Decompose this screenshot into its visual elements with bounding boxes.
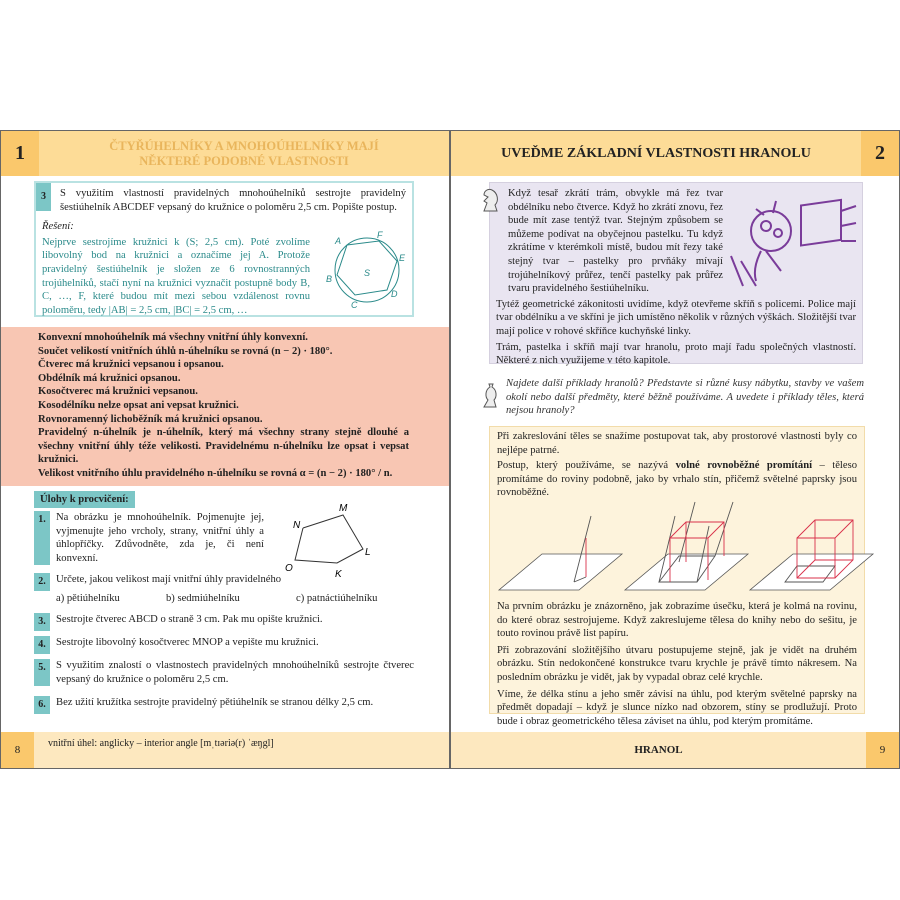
example-task: S využitím vlastností pravidelných mnohoúhelníků sestrojte pravidelný šestiúhelník ABCDEF vepsaný do kružnice o poloměru 2,5 cm. Popište postup. [60,188,406,213]
svg-text:E: E [399,253,406,263]
exercise-5: 5. S využitím znalostí o vlastnostech pravidelných mnohoúhelníků sestrojte čtverec vepsaný do kružnice o poloměru 2,5 cm. [34,659,414,686]
intro-paragraph: Když tesař zkrátí trám, obvykle má řez tvar obdélníku nebo čtverce. Když ho zkrátí znovu, řez bude mít zase tentýž tvar. Stejným způsobem se můžeme podívat na obyčejnou pastelku. Tu když zkrátíme v kterémkoli místě, budou mít řezy také stejný tvar – pastelky pro prvňáky mívají trojúhelníkový průřez, tenčí pastelky pak průřez tvaru pravidelného šestiúhelníku. [508,188,723,295]
plane-3 [750,554,873,590]
exercise-4: 4. Sestrojte libovolný kosočtverec MNOP a vepište mu kružnici. [34,636,424,654]
intro-paragraph: Trám, pastelka i skříň mají tvar hranolu, proto mají řadu společných vlastností. Některé z nich využijeme v této kapitole. [496,341,856,367]
svg-text:F: F [377,230,383,240]
box-paragraph: Víme, že délka stínu a jeho směr závisí na úhlu, pod kterým světelné paprsky na předmět dopadají – když je slunce nízko nad obzorem, stíny se prodlužují. Proto bude i obraz geometrického tělesa záviset na úhlu, pod kterým promítáme. [497,688,857,727]
cartoon-illustration [726,201,856,291]
page-number: 9 [866,732,899,768]
svg-text:A: A [335,236,342,246]
footer-note: vnitřní úhel: anglicky – interior angle [mˌtɪəriə(r) ˈæŋgl] [34,732,449,768]
rule: Kosočtverec má kružnici vepsanou. [38,386,198,398]
chapter-number: 1 [1,131,39,176]
exercises-title: Úlohy k procvičení: [34,491,135,508]
chapter-title: UVEĎME ZÁKLADNÍ VLASTNOSTI HRANOLU [451,131,861,176]
plane-1 [499,554,622,590]
exercise-2: 2. Určete, jakou velikost mají vnitřní úhly pravidelného a) pětiúhelníku b) sedmiúhelníku c) patnáctiúhelníku [34,573,424,605]
svg-text:K: K [335,569,342,580]
rules-box [1,327,449,486]
left-page [0,130,450,769]
svg-text:C: C [351,300,358,310]
exercise-6: 6. Bez užití kružítka sestrojte pravidelný pětiúhelník se stranou délky 2,5 cm. [34,696,424,714]
footer-title: HRANOL [451,732,866,768]
rule: Obdélník má kružnici opsanou. [38,372,181,384]
rule: Součet velikostí vnitřních úhlů n-úhelníku se rovná (n − 2) · 180°. [38,345,333,357]
box-paragraph: Postup, který používáme, se nazývá volné rovnoběžné promítání – těleso promítáme do roviny podobně, jako by vrhalo stín, přičemž světelné paprsky jsou rovnoběžné. [497,460,857,499]
rule: Pravidelný n-úhelník je n-úhelník, který má všechny strany stejně dlouhé a všechny vnitřní úhly téže velikosti. Pravidelnému n-úhelníku lze opsat i vepsat kružnici. [38,427,409,466]
example-number: 3 [36,183,51,211]
svg-text:N: N [293,520,301,531]
pentagon-figure [281,491,381,580]
svg-text:M: M [339,503,348,514]
exercise-3: 3. Sestrojte čtverec ABCD o straně 3 cm. Pak mu opište kružnici. [34,613,424,631]
box-paragraph: Při zakreslování těles se snažíme postupovat tak, aby prostorové vlastnosti byly co nejlépe patrné. [497,431,857,456]
svg-text:S: S [364,268,371,278]
svg-text:B: B [326,274,333,284]
plane-2 [625,554,748,590]
knight-chess-icon [479,183,501,213]
rule: Velikost vnitřního úhlu pravidelného n-úhelníku se rovná α = (n − 2) · 180° / n. [38,467,393,479]
box-paragraph: Při zobrazování složitějšího útvaru postupujeme stejně, jak je vidět na druhém obrázku. Stín nedokončené konstrukce tvaru krychle je právě tímto nákresem. Na posledním obrázku je vidět, jak by vypadal obraz celé krychle. [497,644,857,683]
svg-text:L: L [365,547,371,558]
solution-text: Nejprve sestrojíme kružnici k (S; 2,5 cm). Poté zvolíme libovolný bod na kružnici a označíme jej A. Protože pravidelný šestiúhelník je složen ze 6 rovnostranných trojúhelníků, stačí nyní na kružnici vyznačit postupně body B, C, …, F, které budou mít mezi sebou vzdálenost rovnu poloměru, tedy |AB| = 2,5 cm, |BC| = 2,5 cm, … [42,236,310,316]
box-paragraph: Na prvním obrázku je znázorněno, jak zobrazíme úsečku, která je kolmá na rovinu, do které obraz sestrojujeme. Když zakreslujeme tělesa do knihy nebo do sešitu, je touto rovinou právě list papíru. [497,600,857,640]
right-page [450,130,900,769]
question-text: Najdete další příklady hranolů? Představte si různé kusy nábytku, stavby ve vašem okolí nebo další předměty, které běžně používáme. A uvedete i příklady těles, která nejsou hranoly? [506,378,864,417]
rule: Čtverec má kružnici vepsanou i opsanou. [38,359,224,371]
projection-box [489,426,865,727]
bishop-chess-icon [481,379,499,409]
hexagon-figure [321,228,411,313]
projection-figures [497,502,857,598]
solution-label: Řešení: [42,221,74,233]
rule: Konvexní mnohoúhelník má všechny vnitřní úhly konvexní. [38,332,308,343]
intro-paragraph: Tytéž geometrické zákonitosti uvidíme, když otevřeme skříň s policemi. Police mají tvar obdélníku a ve skříni je jich umístěno několik v různých výškách. Složitější tvar mají police v rohové skříňce kuchyňské linky. [496,298,856,337]
chapter-number: 2 [861,131,899,176]
page-number: 8 [1,732,34,768]
chapter-title: ČTYŘÚHELNÍKY A MNOHOÚHELNÍKY MAJÍ NĚKTERÉ PODOBNÉ VLASTNOSTI [39,131,449,176]
rule: Kosodélníku nelze opsat ani vepsat kružnici. [38,399,239,411]
exercise-1: 1. Na obrázku je mnohoúhelník. Pojmenujte jej, vyjmenujte jeho vrcholy, strany, vnitřní úhly a úhlopříčky. Zdůvodněte, zda je, či není konvexní. [34,511,264,565]
svg-text:O: O [285,563,293,574]
svg-text:D: D [391,289,398,299]
example-box [34,181,414,317]
rule: Rovnoramenný lichoběžník má kružnici opsanou. [38,413,263,425]
